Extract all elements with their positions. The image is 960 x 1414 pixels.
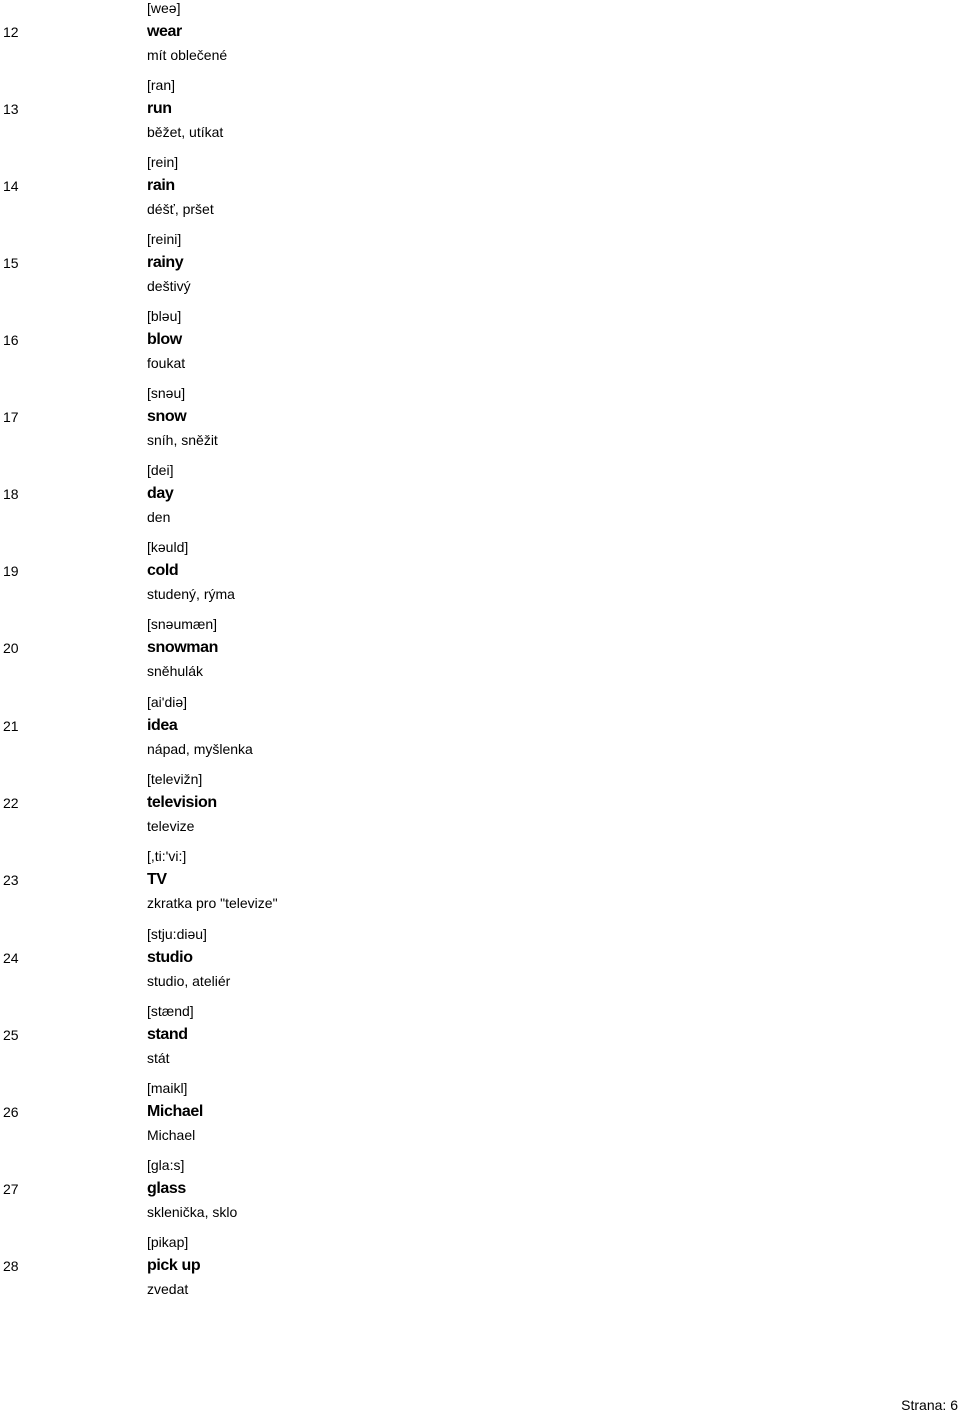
vocabulary-entry — [0, 848, 960, 925]
vocabulary-entry — [0, 385, 960, 462]
entry-pronunciation: [televižn] — [147, 771, 203, 787]
entry-number: 23 — [3, 872, 19, 888]
entry-translation: Michael — [147, 1127, 196, 1143]
entry-translation: sněhulák — [147, 663, 204, 679]
entry-translation: sklenička, sklo — [147, 1204, 238, 1220]
vocabulary-entry — [0, 308, 960, 385]
vocabulary-entry — [0, 1234, 960, 1311]
entry-word: day — [147, 485, 174, 502]
vocabulary-entry — [0, 539, 960, 616]
entry-word: studio — [147, 949, 193, 966]
entry-word: rainy — [147, 254, 184, 271]
entry-pronunciation: [stænd] — [147, 1003, 194, 1019]
entry-number: 12 — [3, 24, 19, 40]
entry-number: 25 — [3, 1027, 19, 1043]
vocabulary-entry — [0, 616, 960, 693]
vocabulary-entry — [0, 154, 960, 231]
entry-number: 28 — [3, 1258, 19, 1274]
entry-number: 17 — [3, 409, 19, 425]
entry-pronunciation: [bləu] — [147, 308, 182, 324]
entry-number: 27 — [3, 1181, 19, 1197]
entry-word: idea — [147, 717, 178, 734]
entry-pronunciation: [maikl] — [147, 1080, 188, 1096]
vocabulary-entry — [0, 77, 960, 154]
entry-word: Michael — [147, 1103, 203, 1120]
vocabulary-entry — [0, 926, 960, 1003]
entry-word: wear — [147, 23, 182, 40]
entry-number: 24 — [3, 950, 19, 966]
entry-word: pick up — [147, 1257, 201, 1274]
entry-pronunciation: [weə] — [147, 0, 181, 16]
entry-word: cold — [147, 562, 179, 579]
vocabulary-entry — [0, 231, 960, 308]
entry-pronunciation: [dei] — [147, 462, 174, 478]
entry-number: 20 — [3, 640, 19, 656]
entry-number: 19 — [3, 563, 19, 579]
entry-pronunciation: [ai'diə] — [147, 694, 188, 710]
entry-pronunciation: [stju:diəu] — [147, 926, 207, 942]
vocabulary-entry — [0, 694, 960, 771]
vocabulary-entry — [0, 0, 960, 77]
vocabulary-entry — [0, 462, 960, 539]
entry-number: 16 — [3, 332, 19, 348]
entry-pronunciation: [ran] — [147, 77, 176, 93]
entry-number: 14 — [3, 178, 19, 194]
entry-translation: den — [147, 509, 171, 525]
entry-word: rain — [147, 177, 175, 194]
entry-translation: televize — [147, 818, 195, 834]
entry-translation: sníh, sněžit — [147, 432, 218, 448]
entry-number: 26 — [3, 1104, 19, 1120]
page-number: Strana: 6 — [901, 1397, 958, 1413]
vocabulary-entry — [0, 1080, 960, 1157]
entry-translation: foukat — [147, 355, 186, 371]
entry-translation: zkratka pro "televize" — [147, 895, 278, 911]
vocabulary-entry — [0, 1003, 960, 1080]
entry-translation: déšť, pršet — [147, 201, 214, 217]
entry-translation: studený, rýma — [147, 586, 235, 602]
entry-pronunciation: [gla:s] — [147, 1157, 185, 1173]
entry-translation: běžet, utíkat — [147, 124, 224, 140]
vocabulary-entry — [0, 771, 960, 848]
entry-number: 21 — [3, 718, 19, 734]
entry-word: glass — [147, 1180, 186, 1197]
entry-number: 22 — [3, 795, 19, 811]
entry-word: stand — [147, 1026, 188, 1043]
entry-number: 13 — [3, 101, 19, 117]
entry-word: television — [147, 794, 217, 811]
entry-pronunciation: [pikap] — [147, 1234, 189, 1250]
entry-pronunciation: [snəu] — [147, 385, 186, 401]
entry-pronunciation: [rein] — [147, 154, 179, 170]
entry-translation: deštivý — [147, 278, 191, 294]
entry-word: snowman — [147, 639, 218, 656]
entry-number: 15 — [3, 255, 19, 271]
entry-pronunciation: [,ti:'vi:] — [147, 848, 187, 864]
entry-translation: studio, ateliér — [147, 973, 231, 989]
entry-translation: stát — [147, 1050, 170, 1066]
vocabulary-entry — [0, 1157, 960, 1234]
entry-word: snow — [147, 408, 187, 425]
entry-pronunciation: [kəuld] — [147, 539, 189, 555]
entry-word: TV — [147, 871, 167, 888]
entry-translation: zvedat — [147, 1281, 189, 1297]
entry-translation: mít oblečené — [147, 47, 228, 63]
entry-translation: nápad, myšlenka — [147, 741, 253, 757]
entry-pronunciation: [reini] — [147, 231, 182, 247]
entry-word: blow — [147, 331, 182, 348]
entry-pronunciation: [snəumæn] — [147, 616, 218, 632]
entry-number: 18 — [3, 486, 19, 502]
entry-word: run — [147, 100, 172, 117]
